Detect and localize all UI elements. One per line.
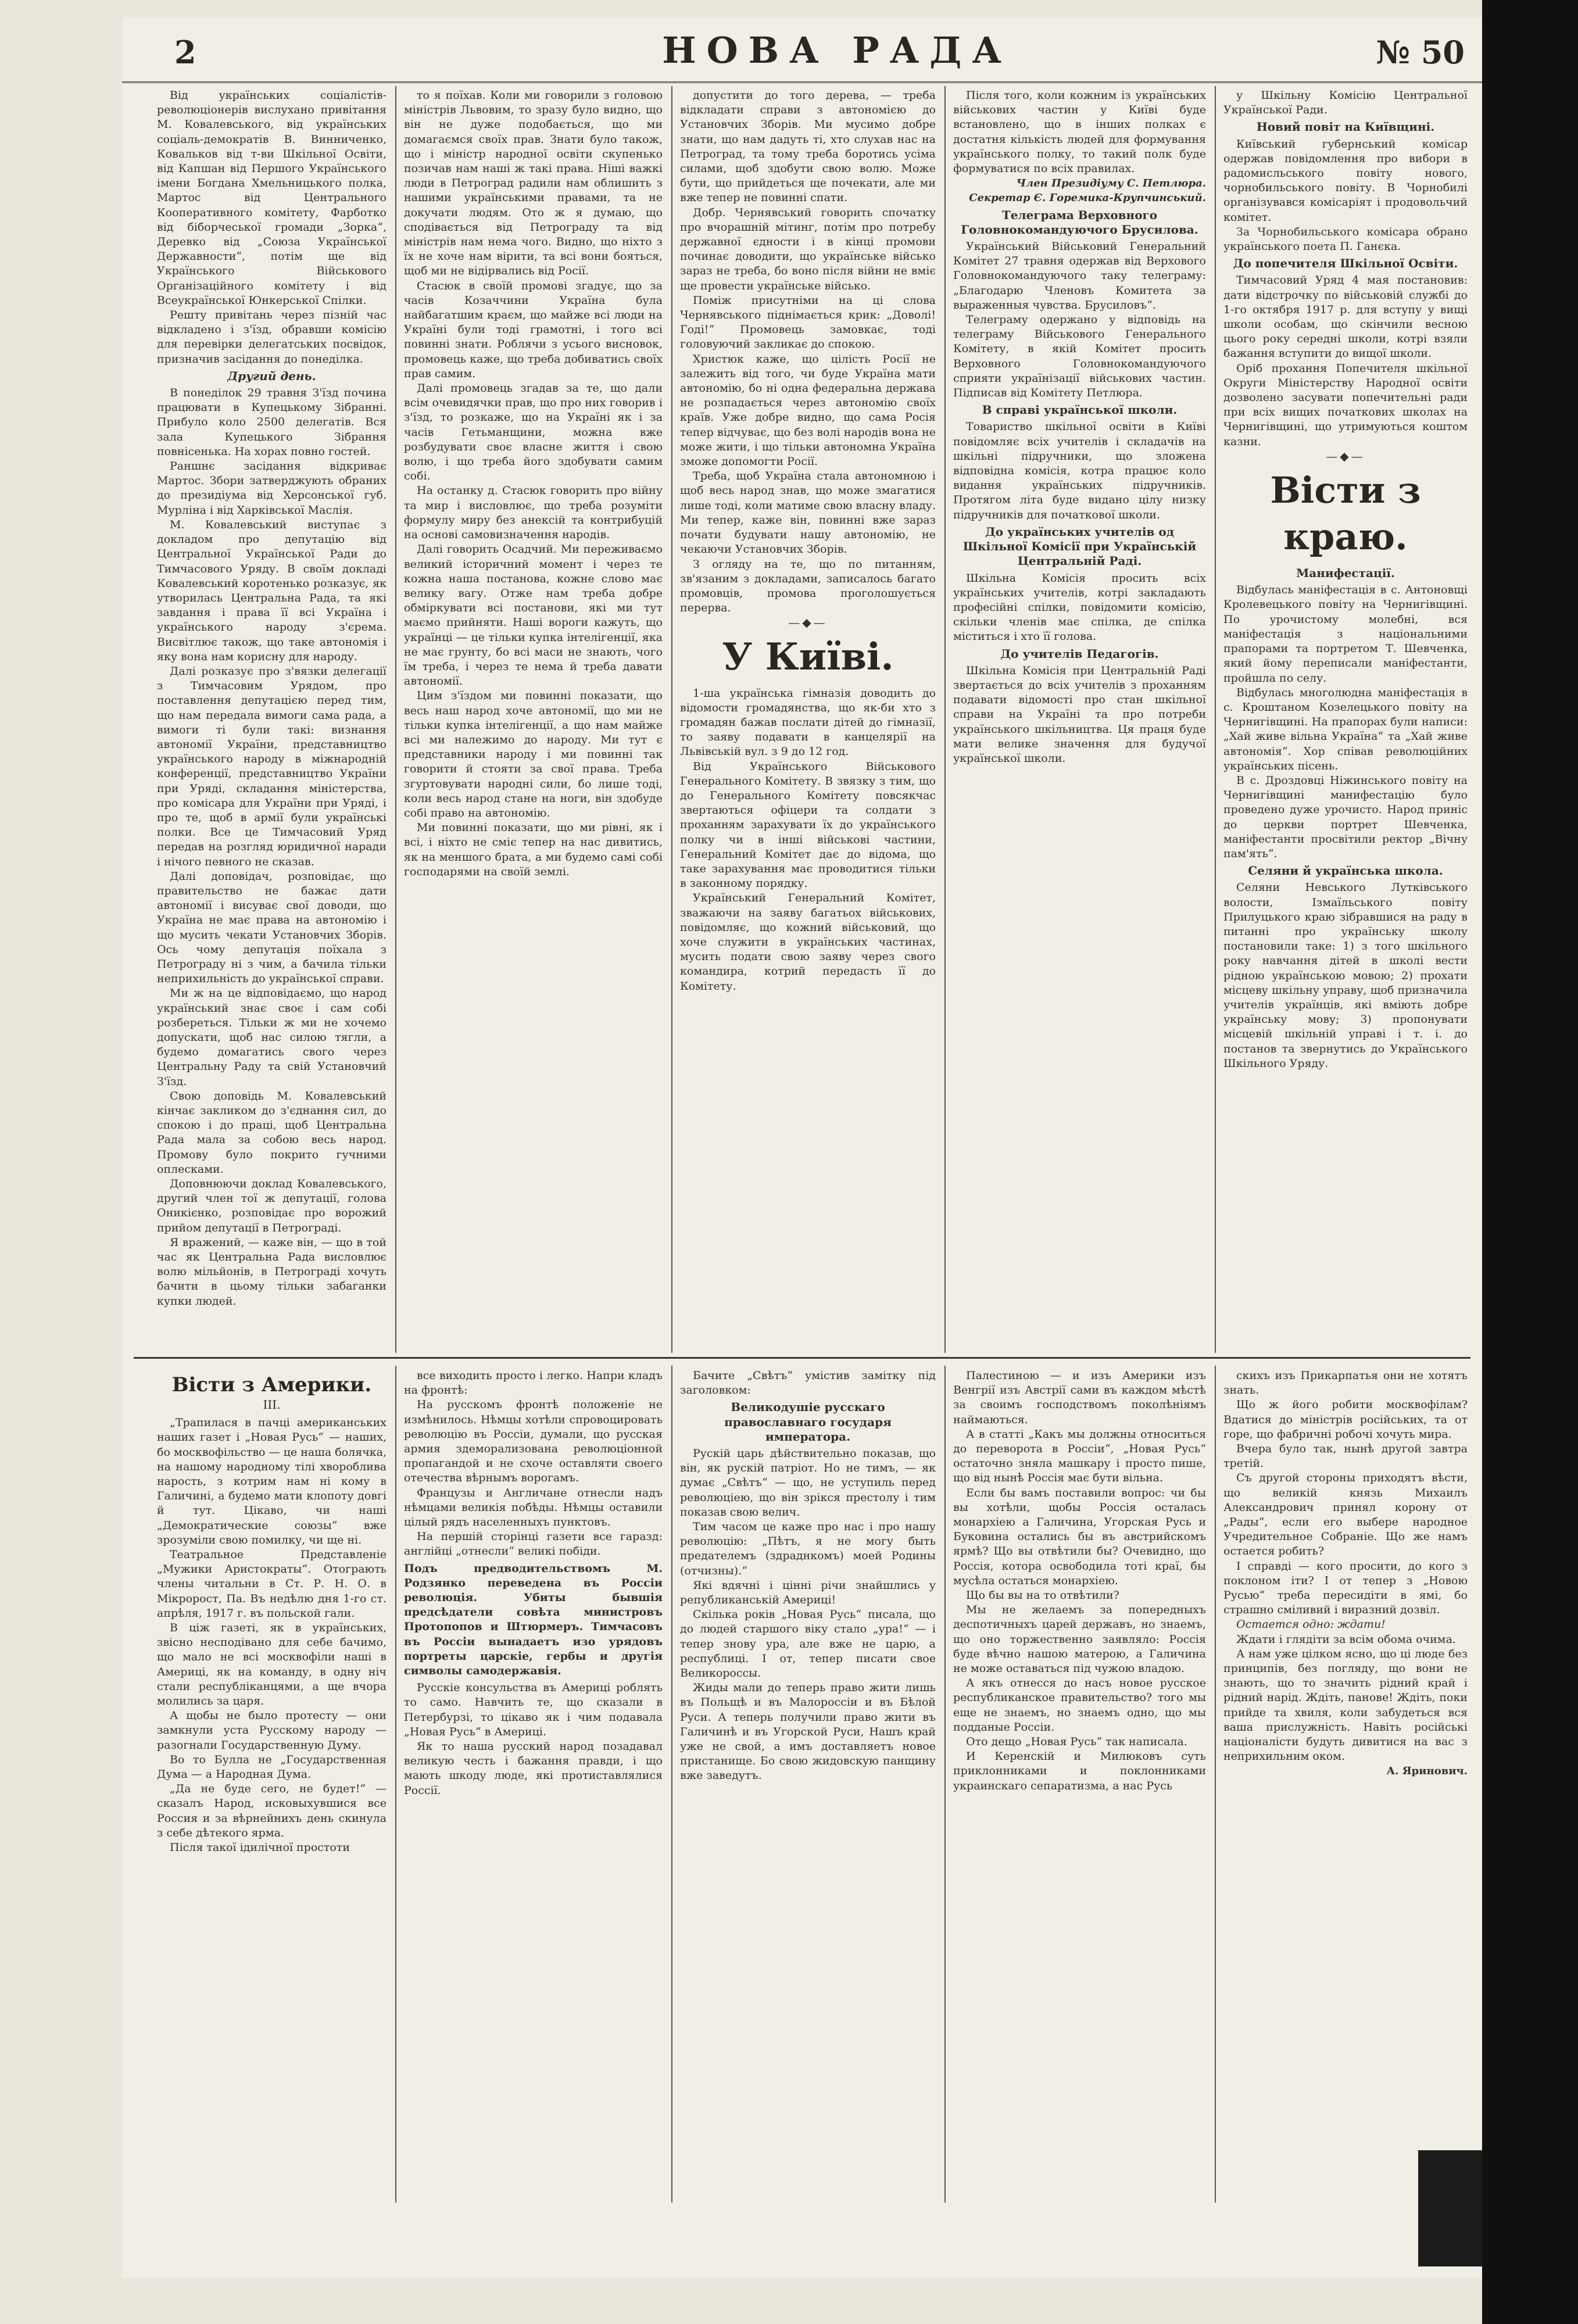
scan-border xyxy=(1482,0,1578,2324)
column-divider xyxy=(671,1366,672,2203)
article-paragraph: Театральное Представленіе „Мужики Аристократы“. Отограють члены читальни в Ст. Р. Н. О. в Мікророст, Па. Въ недѣлю дня 1-го ст. апрѣля, 1917 г. въ польской гали. xyxy=(157,1548,387,1620)
column-1 xyxy=(157,88,387,1349)
article-paragraph: Далі промовець згадав за те, що дали всім очевидячки прав, що про них говорив і з'їзд, то розкаже, що на Україні як і за часів Гетьманщини, можна вже розбудувати своє власне життя і свою волю, і що треба його здобувати самим собі. xyxy=(404,382,663,483)
article-paragraph: Доповнюючи доклад Ковалевського, другий член тої ж депутації, голова Оникієнко, розповідає про ворожий прийом депутації в Петрограді. xyxy=(157,1177,387,1234)
article-paragraph: За Чорнобильського комісара обрано українського поета П. Ганєка. xyxy=(1223,225,1468,253)
column-divider xyxy=(395,86,396,1353)
article-paragraph: Телеграму одержано у відповідь на телеграму Військового Генерального Комітету, в якій Комітет просить Верховного Головнокомандуючого сприяти українізації військових частин. Підписав від Комітету Петлюра. xyxy=(953,313,1206,400)
article-paragraph: Раншнє засідання відкриває Мартос. Збори затверджують обраних до президіума від Херсонської губ. Мурліна і від Харківської Маслія. xyxy=(157,460,387,517)
section-subheading: До українських учителів од Шкільної Комісії при Українській Центральній Раді. xyxy=(962,524,1197,568)
article-paragraph: Если бы вамъ поставили вопрос: чи бы вы хотѣли, щобы Россія осталась монархіею а Галичина, Угорская Русь и Буковина остались бы въ австрийскомъ ярмѣ? Що вы отвѣтили бы? Очевидно, що Россія, котора освободила тоті краї, бы мусѣла остаться монархіею. xyxy=(953,1486,1206,1587)
article-paragraph: Поміж присутніми на ці слова Чернявського піднімається крик: „Доволі! Годі!“ Промовець замовкає, тоді головуючий закликає до спокою. xyxy=(680,293,936,351)
article-paragraph: Далі говорить Осадчий. Ми переживаємо великий історичний момент і через те кожна наша постанова, кожне слово має велику вагу. Отже нам треба добре обміркувати всі постанови, які ми тут маємо прийняти. Наші вороги кажуть, що українці — це тільки купка інтелігенції, яка не має грунту, бо всі маси не знають, чого їм треба, і через те нема й треба давати автономії. xyxy=(404,543,663,688)
article-paragraph: Ото дещо „Новая Русь“ так написала. xyxy=(966,1735,1187,1749)
article-paragraph: На останку д. Стасюк говорить про війну та мир і висловлює, що треба розуміти формулу миру без анексій та контрибуцій на основі самовизначення народів. xyxy=(404,484,663,542)
newspaper-title: НОВА РАДА xyxy=(662,29,1012,71)
section-divider xyxy=(134,1357,1470,1359)
america-column-5 xyxy=(1223,1369,1468,2200)
article-paragraph: В понеділок 29 травня З'їзд почина працювати в Купецькому Зібранні. Прибуло коло 2500 делегатів. Вся зала Купецького Зібрання повнісенька. На хорах повно гостей. xyxy=(157,386,387,458)
quoted-headline: Великодушіе русскаго православнаго государя императора. xyxy=(724,1400,892,1444)
article-paragraph: у Шкільну Комісію Центральної Української Ради. xyxy=(1223,89,1468,117)
article-paragraph: Які вдячні і цінні річи знайшлись у републиканській Америці! xyxy=(680,1578,936,1607)
article-paragraph: Я вражений, — каже він, — що в той час як Центральна Рада висловлює волю мільйонів, в Петрограді хочуть бачити в цьому тільки забаганки купки людей. xyxy=(157,1236,387,1308)
article-paragraph: Від українських соціалістів-революціонерів вислухано привітання М. Ковалевського, від українських соціаль-демократів В. Винниченко, Ковальков від т-ви Шкільної Освіти, від Капшан від Першого Українського імени Богдана Хмельницького полка, Мартос від Центрального Кооперативного комітету, Фарботко від біборчеської громади „Зорка“, Деревко від „Союза Української Державности“, потім ще від Українського Військового Організаційного комітету і від Всеукраїнської Юнкерської Спілки. xyxy=(157,89,387,307)
america-column-2 xyxy=(404,1369,663,2200)
article-paragraph: Що бы вы на то отвѣтили? xyxy=(966,1589,1119,1602)
article-paragraph: Решту привітань через пізній час відкладено і з'їзд, обравши комісію для перевірки делегатських посвідок, призначив засідання до понеділка. xyxy=(157,309,387,366)
article-paragraph: Відбулась многолюдна маніфестація в с. Кроштаном Козелецького повіту на Чернигівщині. На прапорах були написи: „Хай живе вільна Україна“ та „Хай живе автономія“. Хор співав революційних українських пісень. xyxy=(1223,686,1468,772)
scan-border xyxy=(1418,2150,1482,2266)
article-paragraph: Съ другой стороны приходятъ вѣсти, що великій князь Михаилъ Александрович принял корону от „Рады“, если его выбере народное Учредительное Собраніе. Що же намъ остается робить? xyxy=(1223,1471,1468,1558)
article-paragraph: В с. Дроздовці Ніжинського повіту на Чернигівщині манифестацію було проведено дуже урочисто. Народ приніс до церкви портрет Шевченка, маніфестанти просвітили ректор „Вічну пам'ять“. xyxy=(1223,774,1468,860)
article-paragraph: Русскіе консульства въ Америці роблять то само. Навчить те, що сказали в Петербурзі, то цікаво як і чим подавала „Новая Русь“ в Америці. xyxy=(404,1681,663,1738)
article-paragraph: В ціж газеті, як в українських, звісно несподівано для себе бачимо, що мало не всі москвофіли наші в Америці, як на команду, в одну ніч стали республіканцями, а ще вчора молились за царя. xyxy=(157,1621,387,1708)
article-paragraph: Стасюк в своїй промові згадує, що за часів Козаччини Україна була найбагатшим краєм, що майже всі люди на Україні були тоді грамотні, і того всі повинні знати. Роблячи з усього висновок, промовець каже, що треба добиватись своїх прав самим. xyxy=(404,279,663,380)
article-paragraph: Що ж його робити москвофілам? Вдатися до міністрів російських, та от горе, що фабричні робочі хочуть мира. xyxy=(1223,1398,1468,1441)
article-paragraph: Український Військовий Генеральний Комітет 27 травня одержав від Верхового Головнокомандуючого таку телеграму: „Благодарю Членовъ Комитета за выраженныя чувства. Брусиловъ“. xyxy=(953,240,1206,311)
article-paragraph: А нам уже цілком ясно, що ці люде без принципів, без погляду, що вони не знають, що то значить рідний край і рідний нарід. Ждіть, панове! Ждіть, поки прийде та хвиля, коли забудеться вся ваша прислужність. Навіть російські націоналісти будуть дивитися на вас з неприхильним оком. xyxy=(1223,1647,1468,1763)
article-paragraph: З огляду на те, що по питанням, зв'язаним з докладами, записалось багато промовців, промова проголошується перерва. xyxy=(680,557,936,615)
america-column-3 xyxy=(680,1369,936,2200)
column-divider xyxy=(395,1366,396,2203)
column-divider xyxy=(1215,86,1216,1353)
section-subheading: До попечителя Шкільної Освіти. xyxy=(1233,256,1458,271)
article-paragraph: Остается одно: ждати! xyxy=(1236,1618,1386,1631)
article-paragraph: Вчера було так, нынѣ другой завтра третій. xyxy=(1223,1442,1468,1470)
article-paragraph: А якъ отнесся до насъ новое русское республиканское правительство? того мы еще не знаемъ, но знаемъ одно, що мы подданые Россіи. xyxy=(953,1677,1206,1734)
article-paragraph: А щобы не было протесту — они замкнули уста Русскому народу — разогнали Государственную Думу. xyxy=(157,1709,387,1752)
article-paragraph: Тим часом це каже про нас і про нашу революцію: „Пѣтъ, я не могу быть предателемъ (здраднкомъ) моей Родины (отчизны).“ xyxy=(680,1520,936,1577)
article-paragraph: Відбулась маніфестація в с. Антоновщі Кролевецького повіту на Чернигівщині. По урочистому молебні, вся маніфестація з національними прапорами та портретом Т. Шевченка, який йому переписали маніфестанти, пройшла по селу. xyxy=(1223,583,1468,685)
article-paragraph: Після такої ідилічної простоти xyxy=(170,1841,350,1854)
article-paragraph: Український Генеральний Комітет, зважаючи на заяву багатьох військових, повідомляє, що кожний військовий, що хоче служити в українських частинах, мусить подати свою заяву через свого командира, котрий передасть її до Комітету. xyxy=(680,891,936,993)
article-paragraph: На першій сторінці газети все гаразд: англійці „отнесли“ великі побіди. xyxy=(404,1530,663,1558)
column-divider xyxy=(671,86,672,1353)
article-paragraph: Бачите „Свѣтъ“ умістив замітку під заголовком: xyxy=(680,1369,936,1397)
article-paragraph: Цим з'їздом ми повинні показати, що весь наш народ хоче автономії, що ми не тільки купка інтелігенції, а що нам майже всі ми належимо до народу. Ми тут є представники народу і ми повинні так говорити й стояти за свої права. Треба згуртовувати народні сили, бо лише тоді, коли весь народ стане на ноги, він здобуде собі право на автономію. xyxy=(404,689,663,819)
page-number: 2 xyxy=(174,34,196,71)
section-subheading: Селяни й українська школа. xyxy=(1248,864,1443,878)
article-paragraph: І справді — кого просити, до кого з поклоном іти? І от тепер з „Новою Русью“ треба пересидіти в ямі, бо страшно сміливий і виразний дозвіл. xyxy=(1223,1559,1468,1617)
article-paragraph: Шкільна Комісія просить всіх українських учителів, котрі закладають професійні спілки, повідомити комісію, скільки членів має спілка, де спілка міститься і хто її голова. xyxy=(953,571,1206,643)
section-subheading: В справі української школи. xyxy=(982,403,1178,417)
newspaper-page xyxy=(122,17,1482,2278)
article-paragraph: Ми ж на це відповідаємо, що народ український знає своє і сам собі розбереться. Тільки ж ми не хочемо допускати, щоб нас силою тягли, а будемо домагатись свого через Центральну Раду та свій Установчий З'їзд. xyxy=(157,987,387,1088)
article-paragraph: Селяни Невського Лутківського волости, Ізмаїльського повіту Прилуцького краю зібравшися на раду в питанні про українську школу постановили таке: 1) з того шкільного року навчання дітей в школі вести рідною українською мовою; 2) прохати місцеву шкільну управу, щоб призначила учителів українців, які вміють добре українську мову; 3) пропонувати місцевій шкільній управі і т. і. до постанов та звернутись до Українського Шкільного Уряду. xyxy=(1223,881,1468,1070)
article-paragraph: все виходить просто і легко. Напри кладъ на фронтѣ: xyxy=(404,1369,663,1397)
column-2 xyxy=(404,88,663,1349)
issue-number: № 50 xyxy=(1376,34,1465,71)
article-paragraph: Мы не желаемъ за попередныхъ деспотичныхъ царей державъ, но знаемъ, що оно торжественно заявляло: Россія буде вѣчно нашою матерою, а Галичина не може оставаться під чужою владою. xyxy=(953,1603,1206,1675)
article-paragraph: М. Ковалевський виступає з докладом про депутацію від Центральної Української Ради до Тимчасового Уряду. В своїм докладі Ковалевський коротенько розказує, як утворилась Центральна Рада, та які завдання і права її всі Україна і українського народу з'єрема. Висвітлює також, що таке автономія і яку вона нам корисну для народу. xyxy=(157,518,387,663)
quoted-headline: Подъ предводительствомъ М. Родзянко переведена въ Россіи революція. Убиты бывшія предсѣдатели совѣта министровъ Протопопов и Штюрмеръ. Тимчасовъ въ Россіи вынадаетъ изо урядовъ портреты царскіе, гербы и другія символы самодержавія. xyxy=(404,1562,663,1678)
ornament-divider: —◆— xyxy=(788,615,828,630)
section-title-kyiv: У Київі. xyxy=(722,635,894,679)
article-paragraph: Ми повинні показати, що ми рівні, як і всі, і ніхто не сміє тепер на нас дивитись, як на меншого брата, а ми будемо самі собі господарями на своїй землі. xyxy=(404,821,663,878)
article-paragraph: то я поїхав. Коли ми говорили з головою міністрів Львовим, то зразу було видно, що він не дуже подобається, що ми домагаємся своїх прав. Знати було також, що і міністр народної освіти скупенько позичав нам наші ж такі права. Ніші важкі люди в Петроград радили нам облишить з нашими українськими правами, та не докучати людям. Ото ж я думаю, що сподівається від Петрограду та від міністрів нам нема чого. Видно, що ніхто з їх не хоче нам вірити, та всі вони бояться, щоб ми не відірвались від Росії. xyxy=(404,89,663,278)
article-paragraph: допустити до того дерева, — треба відкладати справи з автономією до Установчих Зборів. Ми мусимо добре знати, що нам дадуть ті, хто слухав нас на Петроград, та тому треба боротись усіма силами, щоб здобути свою волю. Може бути, що прийдеться ще почекати, але ми вже тепер не повинні спати. xyxy=(680,89,936,205)
section-subheading: Телеграма Верховного Головнокомандуючого Брусилова. xyxy=(961,207,1198,237)
page-header xyxy=(122,17,1482,83)
article-paragraph: Жиды мали до теперь право жити лишь въ Польщѣ и въ Малороссіи и въ Бѣлой Руси. А теперь получили право жити въ Галичинѣ и въ Угорской Руси, Нашъ край уже не свой, а имъ доставляетъ новое пристанище. Бо свою жидовскую панщину вже заведутъ. xyxy=(680,1681,936,1782)
section-subheading: Манифестації. xyxy=(1296,566,1395,581)
america-column-1 xyxy=(157,1369,387,2200)
article-paragraph: Шкільна Комісія при Центральній Раді звертається до всіх учителів з проханням подавати відомості про стан шкільної справи на Україні та про потреби українського шкільництва. Ця праця буде мати велике значення для будучої української школи. xyxy=(953,664,1206,765)
article-paragraph: Французы и Англичане отнесли надъ нѣмцами великія побѣды. Нѣмцы оставили цілый рядъ населенныхъ пунктовъ. xyxy=(404,1486,663,1529)
column-5 xyxy=(1223,88,1468,1349)
article-paragraph: Палестиною — и изъ Америки изъ Венгрії изъ Австрії сами въ каждом мѣстѣ за своимъ господствомъ поколѣніямъ наймаються. xyxy=(953,1369,1206,1426)
section-number: III. xyxy=(263,1398,281,1412)
article-paragraph: Ждати і глядіти за всім обома очима. xyxy=(1236,1632,1456,1646)
article-paragraph: Треба, щоб Україна стала автономною і щоб весь народ знав, що може змагатися лише тоді, коли матиме свою власну владу. Ми тепер, каже він, повинні вже зараз почати будувати нашу автономію, не чекаючи Установчих Зборів. xyxy=(680,470,936,556)
america-column-4 xyxy=(953,1369,1206,2200)
column-4 xyxy=(953,88,1206,1349)
column-3 xyxy=(680,88,936,1349)
article-paragraph: Як то наша русский народ позадавал великую честь і бажання правди, і що мають шкоду люде, які протиставлялися Россії. xyxy=(404,1740,663,1797)
article-paragraph: 1-ша українська гімназія доводить до відомости громадянства, що як-би хто з громадян бажав послати дітей до гімназії, то заяву подавати в канцелярії на Львівській вул. з 9 до 12 год. xyxy=(680,686,936,758)
article-paragraph: Товариство шкільної освіти в Київі повідомляє всіх учителів і складачів на шкільні підручники, що зложена відповідна комісія, котра працює коло видання українських підручників. Протягом літа буде видано цілу низку підручників для початкової школи. xyxy=(953,420,1206,521)
signature: Член Президіуму С. Петлюра. Секретар Є. Горемика-Крупчинський. xyxy=(969,177,1206,205)
article-paragraph: Во то Булла не „Государственная Дума — а Народная Дума. xyxy=(157,1753,387,1781)
column-divider xyxy=(1215,1366,1216,2203)
article-paragraph: Київський губернський комісар одержав повідомлення про вибори в радомисльського повіту нового, чорнобильського повіту. В Чорнобилі організувався комісаріят і продовольчий комітет. xyxy=(1223,137,1468,224)
section-subheading: Другий день. xyxy=(227,368,316,383)
article-paragraph: „Да не буде сего, не будет!“ — сказалъ Народ, исковыхувшися все Россия и за вѣрнейнихъ день скинула з себе дѣтекого ярма. xyxy=(157,1782,387,1839)
article-paragraph: Христюк каже, що цілість Росії не залежить від того, чи буде Україна мати автономію, бо ні одна федеральна держава не розпадається через автономію своїх країв. Уже добре видно, що сама Росія тепер відчуває, що без волі народів вона не може жити, і що тільки автономна Україна зможе допомогти Росії. xyxy=(680,352,936,468)
article-paragraph: Скілька років „Новая Русь“ писала, що до людей старшого віку стало „ура!“ — і тепер знову ура, але вже не царю, а республиці. І от, тепер писати свое Великороссы. xyxy=(680,1608,936,1680)
section-title-visty-z-ameryky: Вісти з Америки. xyxy=(171,1373,372,1396)
article-paragraph: Рускій царь дѣйствительно показав, що він, як рускій патріот. Но не тимъ, — як думає „Свѣтъ“ — що, не уступиль перед революціею, що він зрікся престолу і тим показав свою велич. xyxy=(680,1447,936,1519)
column-divider xyxy=(944,1366,946,2203)
article-paragraph: Свою доповідь М. Ковалевський кінчає закликом до з'єднання сил, до спокою і до праці, щоб Центральна Рада мала за собою весь народ. Промову було покрито гучними оплесками. xyxy=(157,1089,387,1176)
article-paragraph: И Керенскій и Милюковъ суть приклонниками и поклонниками украинскаго сепаратизма, а нас Русь xyxy=(953,1750,1206,1792)
article-paragraph: „Трапилася в пачці американських наших газет і „Новая Русь“ — наших, бо москвофільство — це наша болячка, на нашому народному тілі хвороблива нарость, з котрим нам ні кому в Галичині, а будемо мати клопоту довгі й тут. Цікаво, чи наші „Демократические союзы“ вже зрозуміли свою помилку, чи ще ні. xyxy=(157,1416,387,1546)
section-title-visty-z-krayu: Вісти з краю. xyxy=(1270,469,1421,558)
article-paragraph: А в статті „Какъ мы должны относиться до переворота в Россіи“, „Новая Русь“ остаточно зняла машкару і просто пише, що від нынѣ Россія має бути вільна. xyxy=(953,1427,1206,1485)
article-paragraph: Від Українського Військового Генерального Комітету. В звязку з тим, що до Генерального Комітету повсякчас звертаються офіцери та солдати з проханням зарахувати їх до українського полку чи в інші військові частини, Генеральний Комітет дає до відома, що таке зарахування має проводитися тільки в законному порядку. xyxy=(680,760,936,890)
section-subheading: Новий повіт на Київщині. xyxy=(1256,120,1435,134)
article-paragraph: Тимчасовий Уряд 4 мая постановив: дати відстрочку по військовій службі до 1-го октября 1917 р. для вступу у вищі школи особам, що скінчили весною цього року середні школи, котрі взяли бажання вступити до вищої школи. xyxy=(1223,274,1468,360)
article-paragraph: Добр. Чернявський говорить спочатку про вчорашній мітинг, потім про потребу державної єдности і в кінці промови починає доводити, що українське військо зараз не треба, бо воно після війни не вміє ще провести українське військо. xyxy=(680,206,936,292)
ornament-divider: —◆— xyxy=(1326,449,1365,463)
section-subheading: До учителів Педагогів. xyxy=(1000,646,1159,661)
article-paragraph: На русскомъ фронтѣ положеніе не измѣнилось. Нѣмцы хотѣли спровоцировать революцію въ Россіи, думали, що русская армия здеморализована революціонной пропагандой и не схоче оставляти своего отечества вѣрнымъ ворогамъ. xyxy=(404,1398,663,1485)
article-paragraph: Далі доповідач, розповідає, що правительство не бажає дати автономії і висуває свої доводи, що Україна не має права на автономію і що мусить чекати Установчих Зборів. Ось чому депутація поїхала з Петрограду ні з чим, а бачила тільки неприхильність до української справи. xyxy=(157,869,387,986)
article-paragraph: Далі розказує про з'вязки делегації з Тимчасовим Урядом, про поставлення депутацією перед тим, що нам передала вимоги сама рада, а вимоги ті були такі: визнання автономії України, представництво українського народу в міжнародній конференції, представництво України при Уряді, складання міністерства, про комісара для України при Уряді, і про те, щоб в армії були українські полки. Все це Тимчасовий Уряд передав на розгляд юридичної наради і нічого певного не сказав. xyxy=(157,664,387,868)
article-paragraph: Оріб прохання Попечителя шкільної Округи Міністерству Народної освіти дозволено засувати попечительні ради при всіх вищих початкових школах на Чернигівщині, що утримуються коштом казни. xyxy=(1223,361,1468,448)
column-divider xyxy=(944,86,946,1353)
article-paragraph: скихъ изъ Прикарпатья они не хотятъ знать. xyxy=(1223,1369,1468,1397)
author-signature: А. Яринович. xyxy=(1386,1765,1468,1778)
article-paragraph: Після того, коли кожним із українських військових частин у Київі буде встановлено, що в інших полках є достатня кількість людей для формування українського полку, то такий полк буде формуватися по всіх правилах. xyxy=(953,89,1206,176)
